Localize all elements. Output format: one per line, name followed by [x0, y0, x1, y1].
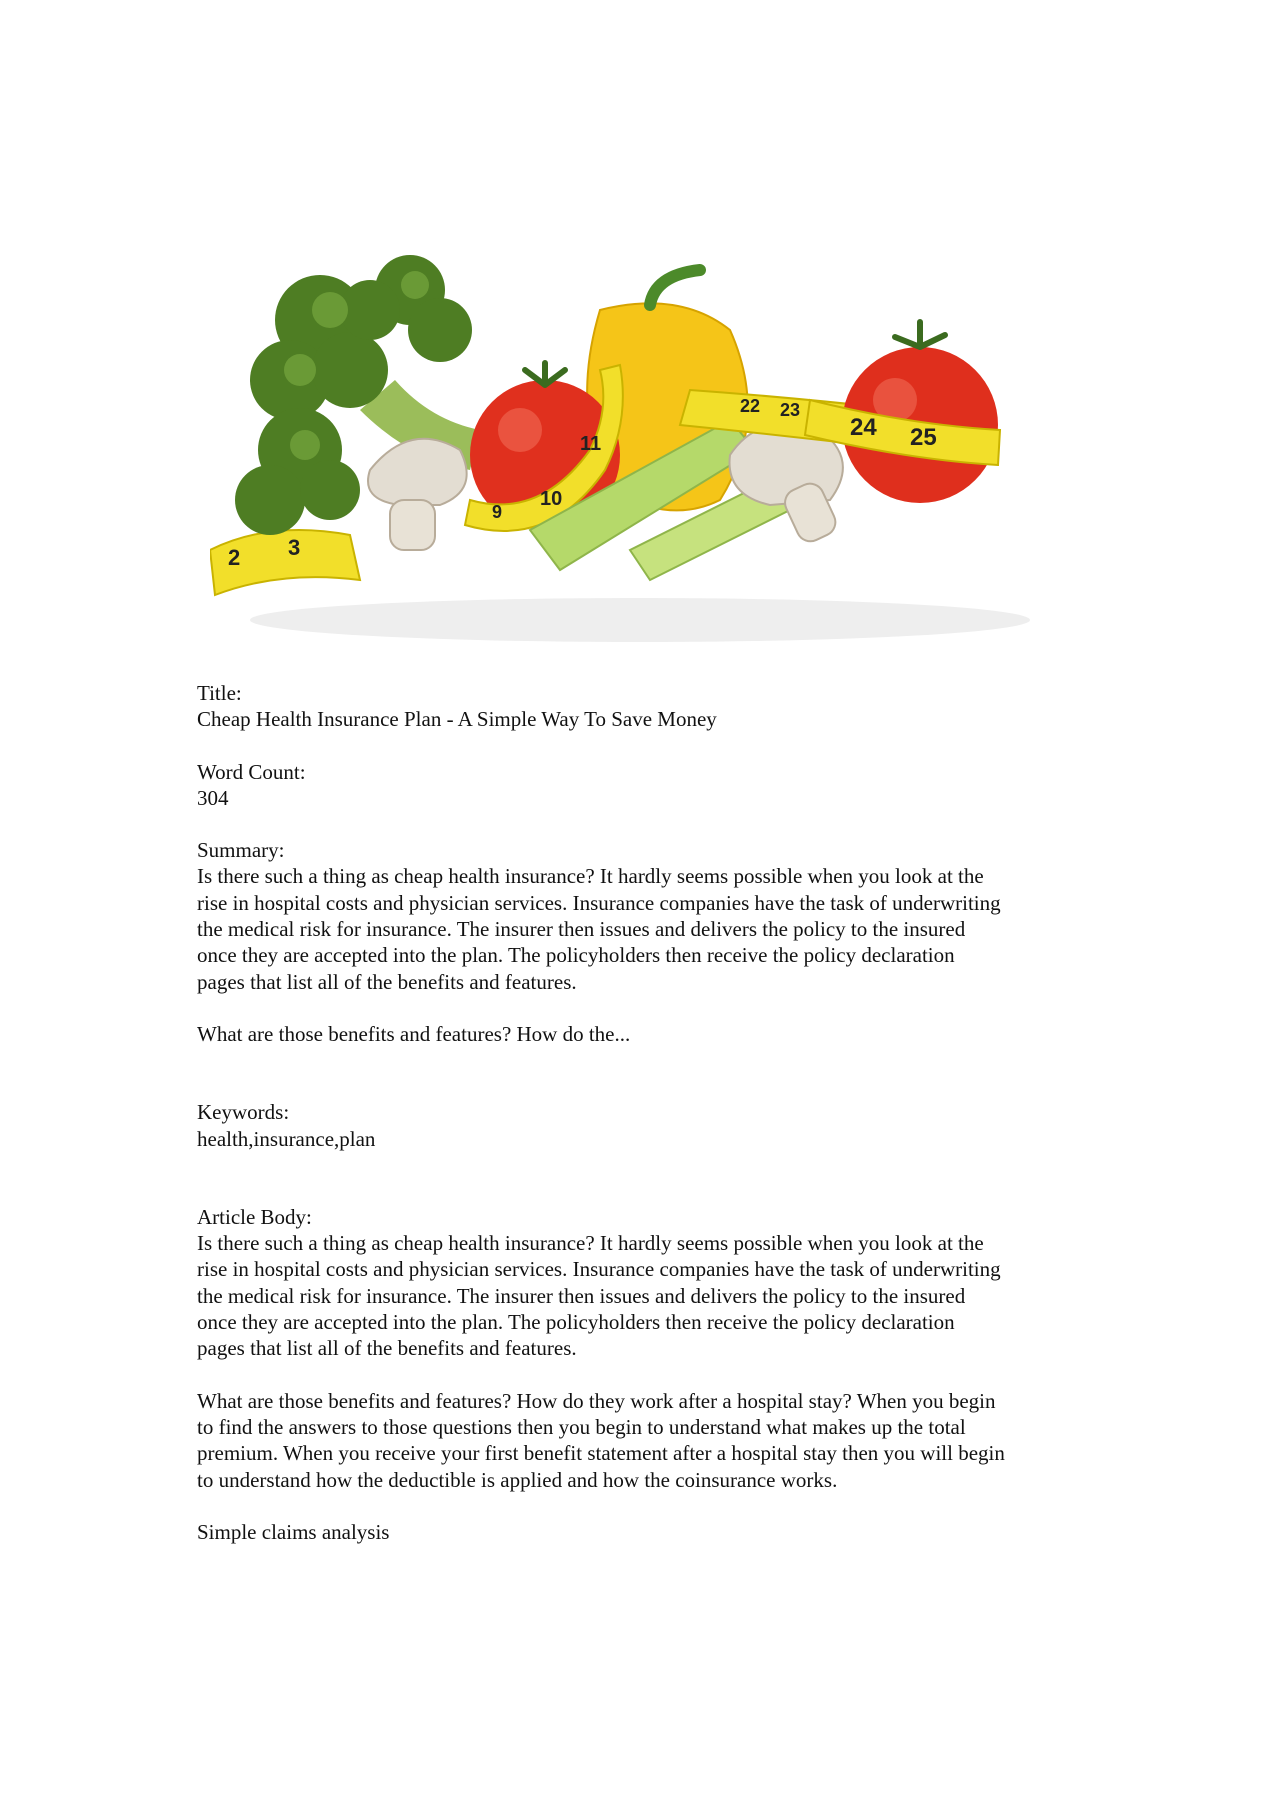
title-label: Title:	[197, 681, 242, 705]
summary-line: the medical risk for insurance. The insurer then issues and delivers the policy to the insured	[197, 917, 966, 942]
tape-number: 9	[492, 502, 503, 522]
article-line: pages that list all of the benefits and features.	[197, 1336, 577, 1361]
article-line: rise in hospital costs and physician services. Insurance companies have the task of underwriting	[197, 1257, 1001, 1282]
article-line: to understand how the deductible is applied and how the coinsurance works.	[197, 1467, 838, 1492]
summary-label: Summary:	[197, 838, 285, 863]
tape-number: 24	[850, 414, 877, 441]
article-paragraph-1	[197, 1230, 1097, 1361]
keywords-value: health,insurance,plan	[197, 1126, 376, 1151]
summary-line: once they are accepted into the plan. The policyholders then receive the policy declaration	[197, 943, 955, 968]
article-line: Is there such a thing as cheap health insurance? It hardly seems possible when you look at the	[197, 1231, 984, 1256]
tape-number: 22	[740, 396, 761, 416]
article-paragraph-2	[197, 1388, 1097, 1493]
tape-number: 3	[288, 535, 301, 560]
article-line: the medical risk for insurance. The insurer then issues and delivers the policy to the insured	[197, 1283, 966, 1308]
article-subheading: Simple claims analysis	[197, 1519, 390, 1544]
article-line: to find the answers to those questions then you begin to understand what makes up the total	[197, 1414, 966, 1439]
summary-line: Is there such a thing as cheap health insurance? It hardly seems possible when you look at the	[197, 864, 984, 889]
document-body	[197, 680, 1097, 1545]
summary-teaser: What are those benefits and features? How do the...	[197, 1021, 631, 1046]
vegetables-illustration	[210, 250, 1060, 650]
hero-image	[210, 250, 1060, 650]
tape-number: 23	[780, 400, 801, 420]
tape-number: 25	[910, 424, 937, 451]
tape-number: 10	[540, 488, 563, 510]
article-body-label: Article Body:	[197, 1204, 312, 1229]
keywords-label: Keywords:	[197, 1100, 290, 1125]
word-count-label: Word Count:	[197, 759, 306, 784]
summary-paragraph	[197, 863, 1097, 994]
tape-number: 2	[228, 545, 241, 570]
word-count-value: 304	[197, 785, 229, 810]
title-value: Cheap Health Insurance Plan - A Simple Way To Save Money	[197, 707, 717, 732]
article-line: premium. When you receive your first benefit statement after a hospital stay then you will begin	[197, 1441, 1005, 1466]
article-line: What are those benefits and features? How do they work after a hospital stay? When you begin	[197, 1388, 996, 1413]
tape-number: 11	[580, 433, 602, 455]
article-line: once they are accepted into the plan. The policyholders then receive the policy declaration	[197, 1310, 955, 1335]
summary-line: rise in hospital costs and physician services. Insurance companies have the task of underwriting	[197, 890, 1001, 915]
summary-line: pages that list all of the benefits and features.	[197, 969, 577, 994]
